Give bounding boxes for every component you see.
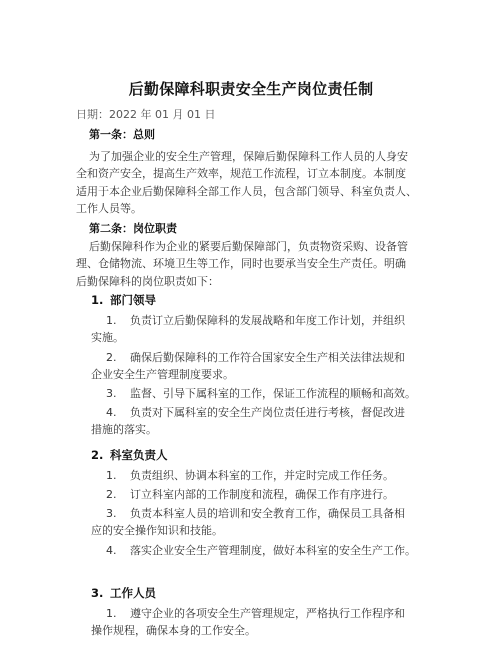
document-title: 后勤保障科职责安全生产岗位责任制 bbox=[128, 80, 374, 98]
list-item-number: 2. bbox=[106, 488, 117, 501]
list-item bbox=[91, 505, 441, 540]
list-item-text: 确保后勤保障科的工作符合国家安全生产相关法律法规和 bbox=[130, 351, 405, 364]
list-item bbox=[91, 312, 441, 347]
section-paragraph-duties bbox=[76, 238, 436, 290]
subsection-number: 2. bbox=[91, 448, 104, 462]
list-item-text: 负责订立后勤保障科的发展战略和年度工作计划，并组织 bbox=[130, 314, 405, 327]
subsection-number: 3. bbox=[91, 586, 104, 600]
list-item bbox=[91, 486, 441, 503]
document-date: 日期：2022 年 01 月 01 日 bbox=[76, 108, 216, 121]
list-item-number: 3. bbox=[106, 507, 117, 520]
list-item-number: 2. bbox=[106, 351, 117, 364]
subsection-number: 1. bbox=[91, 293, 104, 307]
list-item-number: 1. bbox=[106, 607, 117, 620]
list-item-text: 措施的落实。 bbox=[91, 423, 157, 437]
list-item bbox=[91, 542, 441, 559]
subsection-title: 科室负责人 bbox=[110, 448, 168, 462]
list-item-number: 1. bbox=[106, 469, 117, 482]
paragraph-line: 工作人员等。 bbox=[76, 202, 142, 216]
paragraph-line: 适用于本企业后勤保障科全部工作人员，包含部门领导、科室负责人、 bbox=[76, 184, 417, 198]
paragraph-line: 全和资产安全，提高生产效率，规范工作流程，订立本制度。本制度 bbox=[76, 167, 406, 181]
list-item-text: 遵守企业的各项安全生产管理规定，严格执行工作程序和 bbox=[130, 607, 405, 620]
section-paragraph-general bbox=[76, 148, 436, 218]
list-item bbox=[91, 404, 441, 439]
list-item-text: 订立科室内部的工作制度和流程，确保工作有序进行。 bbox=[130, 488, 394, 501]
list-item-text: 企业安全生产管理制度要求。 bbox=[91, 368, 234, 382]
section-heading-duties: 第二条：岗位职责 bbox=[89, 222, 177, 235]
subsection-heading-office-head bbox=[91, 447, 168, 463]
list-item-text: 负责对下属科室的安全生产岗位责任进行考核，督促改进 bbox=[130, 406, 405, 419]
paragraph-line: 后勤保障科作为企业的紧要后勤保障部门，负责物资采购、设备管 bbox=[89, 240, 408, 253]
paragraph-line: 后勤保障科的岗位职责如下： bbox=[76, 274, 219, 288]
list-item-text: 应的安全操作知识和技能。 bbox=[91, 524, 223, 538]
list-item bbox=[91, 467, 441, 484]
list-item bbox=[91, 349, 441, 384]
subsection-heading-department-leader bbox=[91, 292, 156, 308]
list-item bbox=[91, 385, 441, 402]
list-item-number: 3. bbox=[106, 387, 117, 400]
list-item-text: 实施。 bbox=[91, 331, 124, 345]
list-item-text: 负责本科室人员的培训和安全教育工作，确保员工具备相 bbox=[130, 507, 405, 520]
subsection-title: 部门领导 bbox=[110, 293, 156, 307]
subsection-heading-staff bbox=[91, 585, 156, 601]
paragraph-line: 理、仓储物流、环境卫生等工作，同时也要承当安全生产责任。明确 bbox=[76, 257, 406, 271]
paragraph-line: 为了加强企业的安全生产管理，保障后勤保障科工作人员的人身安 bbox=[89, 150, 408, 163]
list-item-text: 操作规程，确保本身的工作安全。 bbox=[91, 624, 256, 638]
subsection-title: 工作人员 bbox=[110, 586, 156, 600]
list-item-text: 负责组织、协调本科室的工作，并定时完成工作任务。 bbox=[130, 469, 394, 482]
list-item-number: 4. bbox=[106, 544, 117, 557]
list-item bbox=[91, 605, 441, 640]
list-item-number: 1. bbox=[106, 314, 117, 327]
list-item-text: 监督、引导下属科室的工作，保证工作流程的顺畅和高效。 bbox=[130, 387, 416, 400]
list-item-text: 落实企业安全生产管理制度，做好本科室的安全生产工作。 bbox=[130, 544, 416, 557]
list-item-number: 4. bbox=[106, 406, 117, 419]
section-heading-general: 第一条：总则 bbox=[89, 128, 155, 141]
